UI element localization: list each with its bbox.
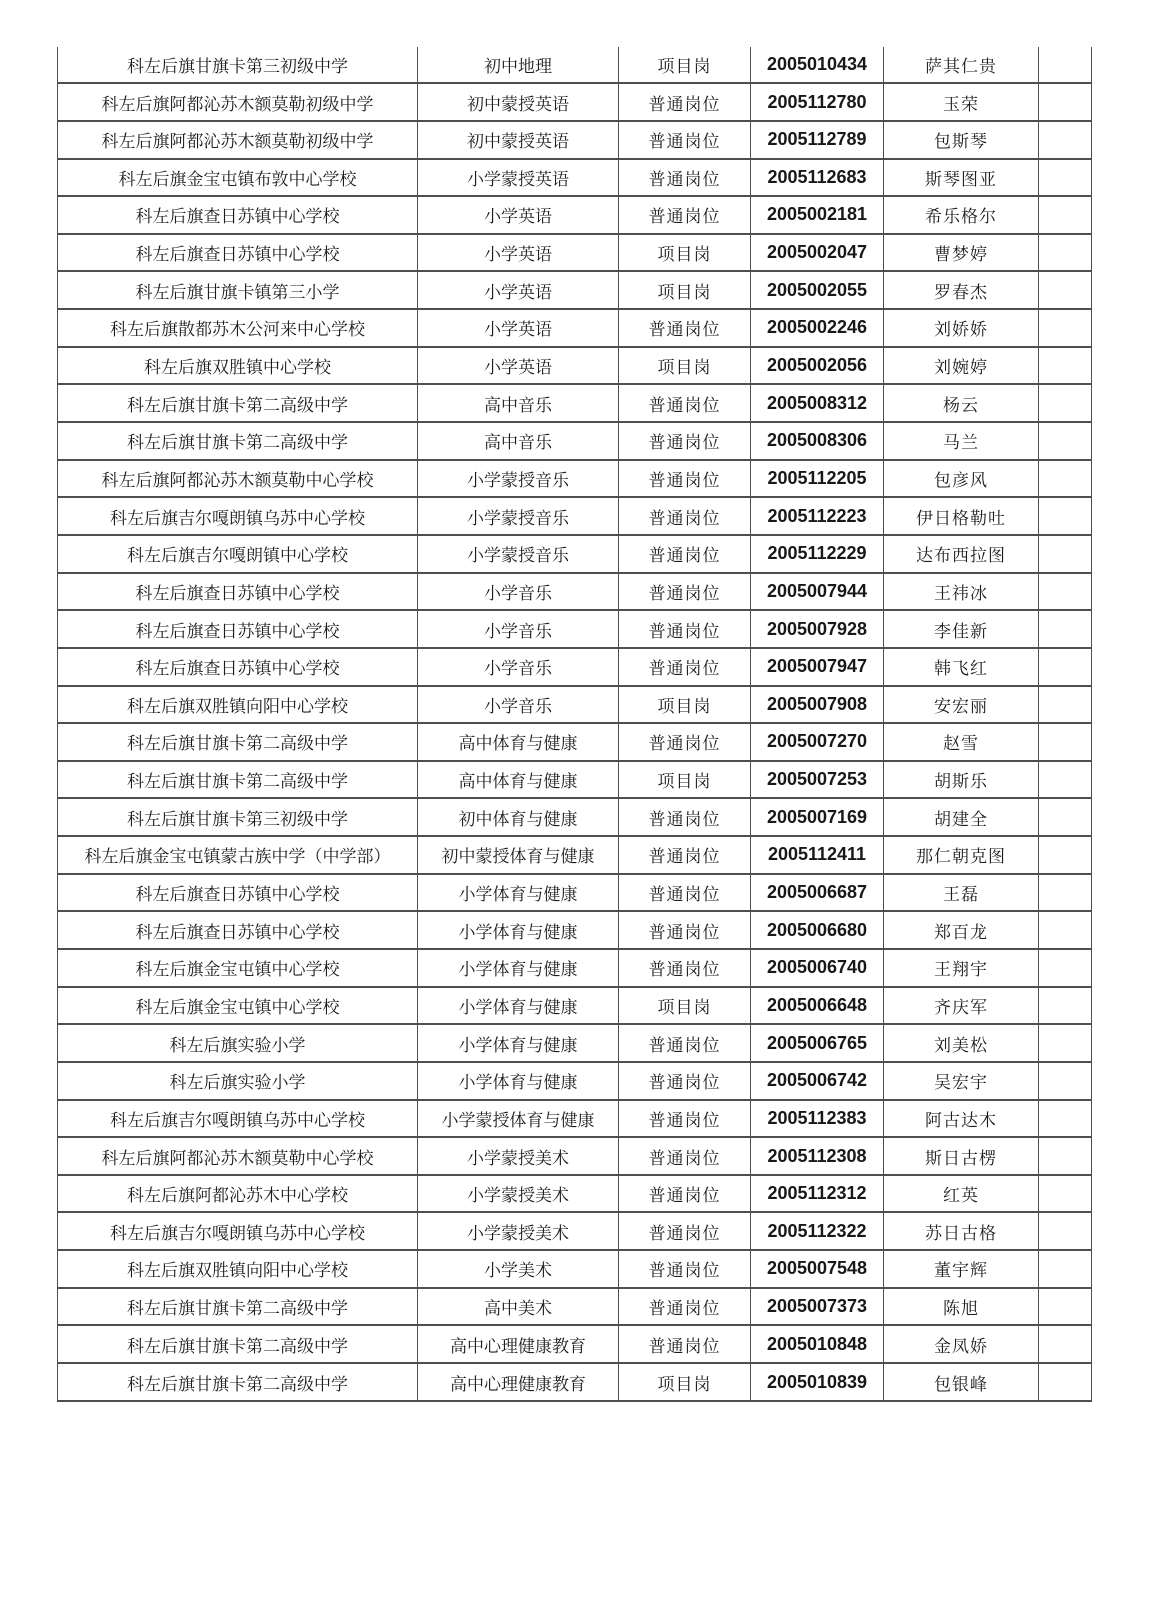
exam-id-cell: 2005007947 (751, 648, 884, 686)
subject-cell: 高中体育与健康 (418, 723, 619, 761)
school-cell: 科左后旗阿都沁苏木额莫勒中心学校 (58, 1137, 418, 1175)
name-cell: 齐庆军 (884, 987, 1039, 1025)
position-type-cell: 普通岗位 (619, 1288, 751, 1326)
name-cell: 李佳新 (884, 610, 1039, 648)
school-cell: 科左后旗金宝屯镇中心学校 (58, 987, 418, 1025)
exam-id-cell: 2005010839 (751, 1363, 884, 1401)
name-cell: 刘婉婷 (884, 347, 1039, 385)
name-cell: 吴宏宇 (884, 1062, 1039, 1100)
name-cell: 赵雪 (884, 723, 1039, 761)
subject-cell: 高中美术 (418, 1288, 619, 1326)
exam-id-cell: 2005006687 (751, 874, 884, 912)
subject-cell: 小学体育与健康 (418, 911, 619, 949)
exam-id-cell: 2005010434 (751, 47, 884, 83)
position-type-cell: 普通岗位 (619, 196, 751, 234)
position-type-cell: 普通岗位 (619, 1100, 751, 1138)
note-cell (1039, 535, 1092, 573)
table-row (58, 1288, 1092, 1326)
school-cell: 科左后旗散都苏木公河来中心学校 (58, 309, 418, 347)
exam-id-cell: 2005007928 (751, 610, 884, 648)
school-cell: 科左后旗实验小学 (58, 1024, 418, 1062)
exam-id-cell: 2005007908 (751, 686, 884, 724)
table-row (58, 422, 1092, 460)
position-type-cell: 普通岗位 (619, 1062, 751, 1100)
exam-id-cell: 2005006742 (751, 1062, 884, 1100)
note-cell (1039, 836, 1092, 874)
note-cell (1039, 874, 1092, 912)
subject-cell: 小学蒙授音乐 (418, 497, 619, 535)
table-row (58, 497, 1092, 535)
exam-id-cell: 2005010848 (751, 1325, 884, 1363)
name-cell: 安宏丽 (884, 686, 1039, 724)
subject-cell: 小学英语 (418, 196, 619, 234)
name-cell: 胡斯乐 (884, 761, 1039, 799)
school-cell: 科左后旗双胜镇中心学校 (58, 347, 418, 385)
exam-id-cell: 2005112789 (751, 121, 884, 159)
name-cell: 曹梦婷 (884, 234, 1039, 272)
subject-cell: 高中音乐 (418, 422, 619, 460)
note-cell (1039, 460, 1092, 498)
table-row (58, 723, 1092, 761)
note-cell (1039, 573, 1092, 611)
school-cell: 科左后旗查日苏镇中心学校 (58, 610, 418, 648)
position-type-cell: 普通岗位 (619, 723, 751, 761)
school-cell: 科左后旗查日苏镇中心学校 (58, 573, 418, 611)
table-row (58, 987, 1092, 1025)
name-cell: 包彦风 (884, 460, 1039, 498)
school-cell: 科左后旗阿都沁苏木额莫勒初级中学 (58, 83, 418, 121)
name-cell: 陈旭 (884, 1288, 1039, 1326)
name-cell: 阿古达木 (884, 1100, 1039, 1138)
name-cell: 马兰 (884, 422, 1039, 460)
exam-id-cell: 2005006740 (751, 949, 884, 987)
subject-cell: 小学蒙授音乐 (418, 535, 619, 573)
note-cell (1039, 761, 1092, 799)
table-row (58, 1100, 1092, 1138)
position-type-cell: 普通岗位 (619, 1250, 751, 1288)
school-cell: 科左后旗金宝屯镇蒙古族中学（中学部） (58, 836, 418, 874)
table-row (58, 271, 1092, 309)
exam-id-cell: 2005006765 (751, 1024, 884, 1062)
note-cell (1039, 911, 1092, 949)
exam-id-cell: 2005006648 (751, 987, 884, 1025)
name-cell: 伊日格勒吐 (884, 497, 1039, 535)
table-row (58, 1212, 1092, 1250)
school-cell: 科左后旗双胜镇向阳中心学校 (58, 1250, 418, 1288)
subject-cell: 小学英语 (418, 271, 619, 309)
subject-cell: 初中蒙授体育与健康 (418, 836, 619, 874)
position-type-cell: 项目岗 (619, 347, 751, 385)
table-row (58, 535, 1092, 573)
exam-id-cell: 2005007169 (751, 798, 884, 836)
table-row (58, 159, 1092, 197)
subject-cell: 小学蒙授体育与健康 (418, 1100, 619, 1138)
exam-id-cell: 2005008312 (751, 384, 884, 422)
table-row (58, 234, 1092, 272)
exam-id-cell: 2005112383 (751, 1100, 884, 1138)
school-cell: 科左后旗吉尔嘎朗镇乌苏中心学校 (58, 1212, 418, 1250)
note-cell (1039, 610, 1092, 648)
subject-cell: 小学英语 (418, 234, 619, 272)
note-cell (1039, 83, 1092, 121)
assignment-table (57, 47, 1092, 1402)
position-type-cell: 普通岗位 (619, 949, 751, 987)
position-type-cell: 普通岗位 (619, 836, 751, 874)
position-type-cell: 普通岗位 (619, 422, 751, 460)
position-type-cell: 普通岗位 (619, 1325, 751, 1363)
table-row (58, 460, 1092, 498)
note-cell (1039, 1137, 1092, 1175)
school-cell: 科左后旗甘旗卡第二高级中学 (58, 1325, 418, 1363)
exam-id-cell: 2005002055 (751, 271, 884, 309)
table-row (58, 648, 1092, 686)
name-cell: 罗春杰 (884, 271, 1039, 309)
school-cell: 科左后旗甘旗卡第二高级中学 (58, 1363, 418, 1401)
exam-id-cell: 2005002056 (751, 347, 884, 385)
subject-cell: 小学蒙授美术 (418, 1175, 619, 1213)
note-cell (1039, 798, 1092, 836)
subject-cell: 小学音乐 (418, 648, 619, 686)
school-cell: 科左后旗甘旗卡第二高级中学 (58, 723, 418, 761)
subject-cell: 小学蒙授音乐 (418, 460, 619, 498)
subject-cell: 高中心理健康教育 (418, 1363, 619, 1401)
table-row (58, 1175, 1092, 1213)
position-type-cell: 项目岗 (619, 271, 751, 309)
name-cell: 玉荣 (884, 83, 1039, 121)
subject-cell: 小学美术 (418, 1250, 619, 1288)
name-cell: 红英 (884, 1175, 1039, 1213)
exam-id-cell: 2005007373 (751, 1288, 884, 1326)
position-type-cell: 项目岗 (619, 686, 751, 724)
note-cell (1039, 347, 1092, 385)
school-cell: 科左后旗查日苏镇中心学校 (58, 196, 418, 234)
table-row (58, 911, 1092, 949)
exam-id-cell: 2005112411 (751, 836, 884, 874)
position-type-cell: 普通岗位 (619, 1212, 751, 1250)
position-type-cell: 普通岗位 (619, 798, 751, 836)
position-type-cell: 普通岗位 (619, 648, 751, 686)
name-cell: 郑百龙 (884, 911, 1039, 949)
position-type-cell: 项目岗 (619, 1363, 751, 1401)
school-cell: 科左后旗阿都沁苏木额莫勒初级中学 (58, 121, 418, 159)
exam-id-cell: 2005112683 (751, 159, 884, 197)
school-cell: 科左后旗甘旗卡第二高级中学 (58, 422, 418, 460)
table-row (58, 798, 1092, 836)
note-cell (1039, 384, 1092, 422)
school-cell: 科左后旗金宝屯镇中心学校 (58, 949, 418, 987)
position-type-cell: 项目岗 (619, 761, 751, 799)
name-cell: 包斯琴 (884, 121, 1039, 159)
note-cell (1039, 723, 1092, 761)
name-cell: 金凤娇 (884, 1325, 1039, 1363)
subject-cell: 小学音乐 (418, 686, 619, 724)
table-row (58, 874, 1092, 912)
table-row (58, 347, 1092, 385)
exam-id-cell: 2005007253 (751, 761, 884, 799)
position-type-cell: 普通岗位 (619, 1175, 751, 1213)
subject-cell: 高中体育与健康 (418, 761, 619, 799)
table-row (58, 1250, 1092, 1288)
note-cell (1039, 234, 1092, 272)
name-cell: 达布西拉图 (884, 535, 1039, 573)
position-type-cell: 普通岗位 (619, 83, 751, 121)
subject-cell: 小学音乐 (418, 610, 619, 648)
subject-cell: 小学英语 (418, 309, 619, 347)
note-cell (1039, 1100, 1092, 1138)
note-cell (1039, 1250, 1092, 1288)
position-type-cell: 普通岗位 (619, 309, 751, 347)
subject-cell: 小学蒙授美术 (418, 1137, 619, 1175)
table-row (58, 949, 1092, 987)
school-cell: 科左后旗甘旗卡第三初级中学 (58, 47, 418, 83)
note-cell (1039, 271, 1092, 309)
school-cell: 科左后旗双胜镇向阳中心学校 (58, 686, 418, 724)
position-type-cell: 普通岗位 (619, 460, 751, 498)
subject-cell: 小学体育与健康 (418, 1024, 619, 1062)
note-cell (1039, 1062, 1092, 1100)
name-cell: 希乐格尔 (884, 196, 1039, 234)
table-row (58, 47, 1092, 83)
exam-id-cell: 2005002047 (751, 234, 884, 272)
position-type-cell: 普通岗位 (619, 911, 751, 949)
note-cell (1039, 1288, 1092, 1326)
school-cell: 科左后旗查日苏镇中心学校 (58, 234, 418, 272)
exam-id-cell: 2005112223 (751, 497, 884, 535)
note-cell (1039, 987, 1092, 1025)
table-row (58, 1024, 1092, 1062)
name-cell: 刘美松 (884, 1024, 1039, 1062)
note-cell (1039, 1175, 1092, 1213)
note-cell (1039, 949, 1092, 987)
position-type-cell: 普通岗位 (619, 573, 751, 611)
school-cell: 科左后旗甘旗卡第二高级中学 (58, 1288, 418, 1326)
name-cell: 包银峰 (884, 1363, 1039, 1401)
exam-id-cell: 2005112205 (751, 460, 884, 498)
school-cell: 科左后旗阿都沁苏木额莫勒中心学校 (58, 460, 418, 498)
subject-cell: 小学体育与健康 (418, 987, 619, 1025)
position-type-cell: 普通岗位 (619, 121, 751, 159)
subject-cell: 高中心理健康教育 (418, 1325, 619, 1363)
position-type-cell: 普通岗位 (619, 159, 751, 197)
subject-cell: 初中蒙授英语 (418, 83, 619, 121)
table-row (58, 309, 1092, 347)
name-cell: 王磊 (884, 874, 1039, 912)
note-cell (1039, 196, 1092, 234)
note-cell (1039, 422, 1092, 460)
exam-id-cell: 2005112312 (751, 1175, 884, 1213)
note-cell (1039, 1325, 1092, 1363)
table-row (58, 1325, 1092, 1363)
name-cell: 那仁朝克图 (884, 836, 1039, 874)
table-row (58, 196, 1092, 234)
school-cell: 科左后旗实验小学 (58, 1062, 418, 1100)
subject-cell: 小学体育与健康 (418, 949, 619, 987)
table-row (58, 686, 1092, 724)
note-cell (1039, 159, 1092, 197)
position-type-cell: 普通岗位 (619, 1024, 751, 1062)
table-row (58, 1137, 1092, 1175)
exam-id-cell: 2005112308 (751, 1137, 884, 1175)
position-type-cell: 项目岗 (619, 234, 751, 272)
exam-id-cell: 2005002181 (751, 196, 884, 234)
name-cell: 王翔宇 (884, 949, 1039, 987)
exam-id-cell: 2005112780 (751, 83, 884, 121)
school-cell: 科左后旗查日苏镇中心学校 (58, 648, 418, 686)
subject-cell: 小学蒙授英语 (418, 159, 619, 197)
school-cell: 科左后旗阿都沁苏木中心学校 (58, 1175, 418, 1213)
position-type-cell: 普通岗位 (619, 535, 751, 573)
school-cell: 科左后旗查日苏镇中心学校 (58, 874, 418, 912)
note-cell (1039, 686, 1092, 724)
name-cell: 杨云 (884, 384, 1039, 422)
table-row (58, 761, 1092, 799)
subject-cell: 小学体育与健康 (418, 874, 619, 912)
exam-id-cell: 2005112229 (751, 535, 884, 573)
school-cell: 科左后旗吉尔嘎朗镇乌苏中心学校 (58, 497, 418, 535)
name-cell: 董宇辉 (884, 1250, 1039, 1288)
table-row (58, 121, 1092, 159)
table-row (58, 384, 1092, 422)
exam-id-cell: 2005112322 (751, 1212, 884, 1250)
name-cell: 胡建全 (884, 798, 1039, 836)
school-cell: 科左后旗吉尔嘎朗镇乌苏中心学校 (58, 1100, 418, 1138)
school-cell: 科左后旗查日苏镇中心学校 (58, 911, 418, 949)
position-type-cell: 普通岗位 (619, 1137, 751, 1175)
table-row (58, 610, 1092, 648)
position-type-cell: 项目岗 (619, 987, 751, 1025)
note-cell (1039, 121, 1092, 159)
name-cell: 斯琴图亚 (884, 159, 1039, 197)
table-row (58, 573, 1092, 611)
subject-cell: 小学英语 (418, 347, 619, 385)
name-cell: 斯日古楞 (884, 1137, 1039, 1175)
name-cell: 刘娇娇 (884, 309, 1039, 347)
table-row (58, 1062, 1092, 1100)
school-cell: 科左后旗甘旗卡第二高级中学 (58, 384, 418, 422)
school-cell: 科左后旗金宝屯镇布敦中心学校 (58, 159, 418, 197)
subject-cell: 初中体育与健康 (418, 798, 619, 836)
subject-cell: 小学蒙授美术 (418, 1212, 619, 1250)
school-cell: 科左后旗甘旗卡镇第三小学 (58, 271, 418, 309)
note-cell (1039, 1212, 1092, 1250)
note-cell (1039, 309, 1092, 347)
subject-cell: 初中地理 (418, 47, 619, 83)
position-type-cell: 普通岗位 (619, 874, 751, 912)
school-cell: 科左后旗吉尔嘎朗镇中心学校 (58, 535, 418, 573)
school-cell: 科左后旗甘旗卡第二高级中学 (58, 761, 418, 799)
table-row (58, 1363, 1092, 1401)
table-row (58, 83, 1092, 121)
name-cell: 韩飞红 (884, 648, 1039, 686)
position-type-cell: 普通岗位 (619, 497, 751, 535)
name-cell: 萨其仁贵 (884, 47, 1039, 83)
position-type-cell: 普通岗位 (619, 610, 751, 648)
exam-id-cell: 2005002246 (751, 309, 884, 347)
table-body (58, 47, 1092, 1401)
exam-id-cell: 2005007548 (751, 1250, 884, 1288)
note-cell (1039, 1024, 1092, 1062)
name-cell: 王祎冰 (884, 573, 1039, 611)
subject-cell: 高中音乐 (418, 384, 619, 422)
position-type-cell: 项目岗 (619, 47, 751, 83)
subject-cell: 初中蒙授英语 (418, 121, 619, 159)
note-cell (1039, 497, 1092, 535)
name-cell: 苏日古格 (884, 1212, 1039, 1250)
exam-id-cell: 2005007944 (751, 573, 884, 611)
exam-id-cell: 2005008306 (751, 422, 884, 460)
exam-id-cell: 2005006680 (751, 911, 884, 949)
school-cell: 科左后旗甘旗卡第三初级中学 (58, 798, 418, 836)
exam-id-cell: 2005007270 (751, 723, 884, 761)
table-row (58, 836, 1092, 874)
note-cell (1039, 47, 1092, 83)
position-type-cell: 普通岗位 (619, 384, 751, 422)
subject-cell: 小学音乐 (418, 573, 619, 611)
subject-cell: 小学体育与健康 (418, 1062, 619, 1100)
note-cell (1039, 1363, 1092, 1401)
note-cell (1039, 648, 1092, 686)
